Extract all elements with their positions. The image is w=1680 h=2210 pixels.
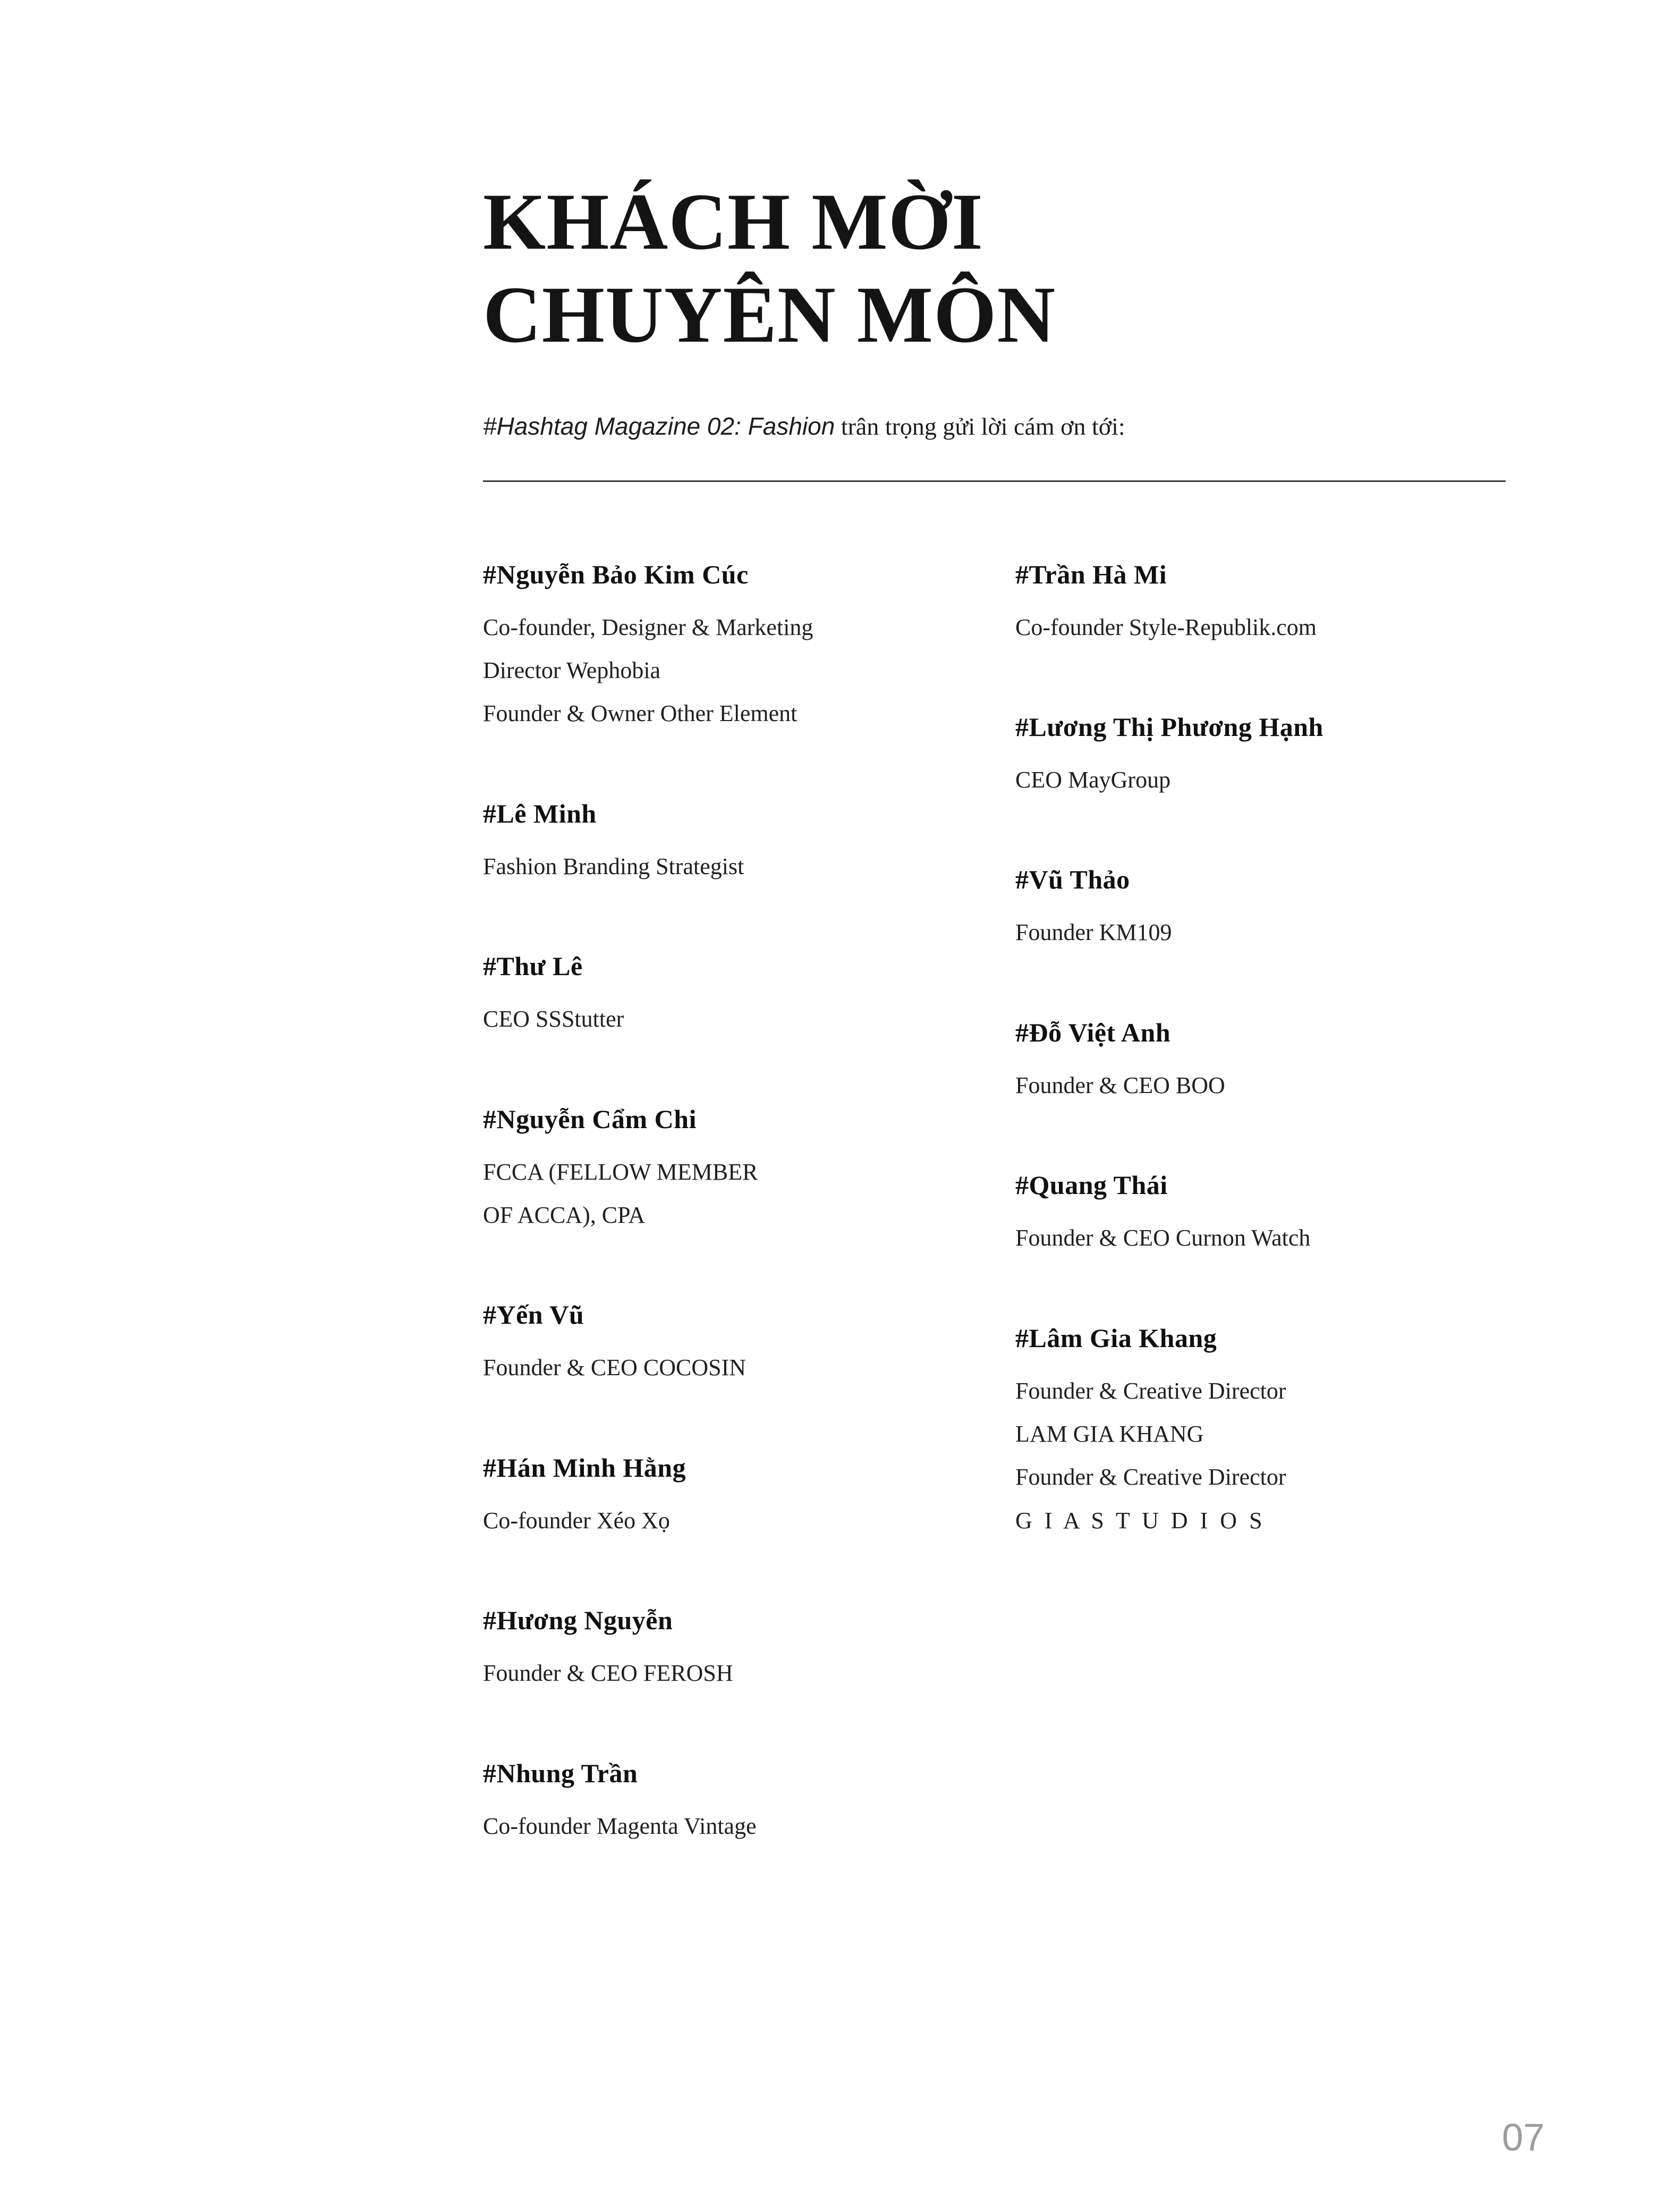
guest-role-line: Founder & Owner Other Element bbox=[483, 700, 797, 727]
subtitle-rest: trân trọng gửi lời cám ơn tới: bbox=[835, 412, 1125, 440]
guest-name: #Yến Vũ bbox=[483, 1300, 584, 1330]
guest-role-line: Co-founder, Designer & Marketing bbox=[483, 614, 813, 640]
guest-role-line: CEO MayGroup bbox=[1015, 766, 1171, 793]
guest-name: #Nguyễn Bảo Kim Cúc bbox=[483, 559, 749, 589]
guest-entry bbox=[1015, 1017, 1506, 1107]
page-title-line-1: KHÁCH MỜI bbox=[483, 177, 984, 266]
guest-role-line: Co-founder Style-Republik.com bbox=[1015, 614, 1317, 640]
guest-name: #Vũ Thảo bbox=[1015, 865, 1130, 895]
guest-role-line: Founder & CEO COCOSIN bbox=[483, 1354, 746, 1381]
guest-entry bbox=[483, 951, 1015, 1040]
guest-name: #Đỗ Việt Anh bbox=[1015, 1017, 1171, 1047]
page-title bbox=[483, 175, 1506, 361]
guest-entry bbox=[1015, 559, 1506, 649]
guest-entry bbox=[483, 1758, 1015, 1848]
guest-entry bbox=[483, 559, 1015, 735]
guest-columns bbox=[483, 559, 1506, 1910]
guest-role-line: Co-founder Magenta Vintage bbox=[483, 1813, 757, 1839]
guest-entry bbox=[1015, 1323, 1506, 1543]
guest-role-line: Founder & CEO Curnon Watch bbox=[1015, 1225, 1311, 1251]
guest-entry bbox=[1015, 712, 1506, 801]
guest-entry bbox=[1015, 1170, 1506, 1259]
guest-role-line: Founder & Creative Director bbox=[1015, 1464, 1286, 1491]
guest-entry bbox=[483, 798, 1015, 888]
guest-name: #Nhung Trần bbox=[483, 1758, 638, 1788]
guest-role-line: G I A S T U D I O S bbox=[1015, 1507, 1266, 1534]
guest-role-line: Fashion Branding Strategist bbox=[483, 853, 744, 879]
page-number: 07 bbox=[1501, 2116, 1545, 2159]
guest-role-line: Founder KM109 bbox=[1015, 919, 1172, 946]
guest-entry bbox=[483, 1104, 1015, 1237]
guest-list-left bbox=[483, 559, 1015, 1910]
page-title-line-2: CHUYÊN MÔN bbox=[483, 269, 1056, 359]
guest-role-line: Founder & Creative Director bbox=[1015, 1377, 1286, 1404]
guest-role-line: CEO SSStutter bbox=[483, 1006, 624, 1032]
guest-name: #Hương Nguyễn bbox=[483, 1605, 673, 1636]
guest-name: #Nguyễn Cẩm Chi bbox=[483, 1104, 697, 1134]
guest-name: #Lê Minh bbox=[483, 798, 597, 828]
guest-role-line: Director Wephobia bbox=[483, 657, 661, 683]
guest-name: #Quang Thái bbox=[1015, 1170, 1168, 1200]
guest-name: #Hán Minh Hằng bbox=[483, 1452, 686, 1483]
guest-name: #Lâm Gia Khang bbox=[1015, 1323, 1217, 1353]
guest-entry bbox=[483, 1299, 1015, 1389]
guest-name: #Trần Hà Mi bbox=[1015, 559, 1167, 589]
page-content bbox=[483, 175, 1506, 1910]
guest-role-line: Co-founder Xéo Xọ bbox=[483, 1507, 670, 1534]
guest-role-line: LAM GIA KHANG bbox=[1015, 1420, 1204, 1447]
guest-entry bbox=[1015, 864, 1506, 954]
guest-entry bbox=[483, 1452, 1015, 1542]
guest-role-line: FCCA (FELLOW MEMBER bbox=[483, 1158, 758, 1185]
divider-rule bbox=[483, 480, 1506, 482]
guest-name: #Lương Thị Phương Hạnh bbox=[1015, 712, 1323, 742]
guest-role-line: OF ACCA), CPA bbox=[483, 1201, 646, 1228]
subtitle-magazine-name: #Hashtag Magazine 02: Fashion bbox=[483, 412, 835, 440]
guest-list-right bbox=[1015, 559, 1506, 1605]
guest-role-line: Founder & CEO BOO bbox=[1015, 1072, 1225, 1098]
subtitle bbox=[483, 412, 1506, 441]
guest-entry bbox=[483, 1605, 1015, 1695]
guest-name: #Thư Lê bbox=[483, 951, 583, 981]
guest-role-line: Founder & CEO FEROSH bbox=[483, 1660, 733, 1687]
